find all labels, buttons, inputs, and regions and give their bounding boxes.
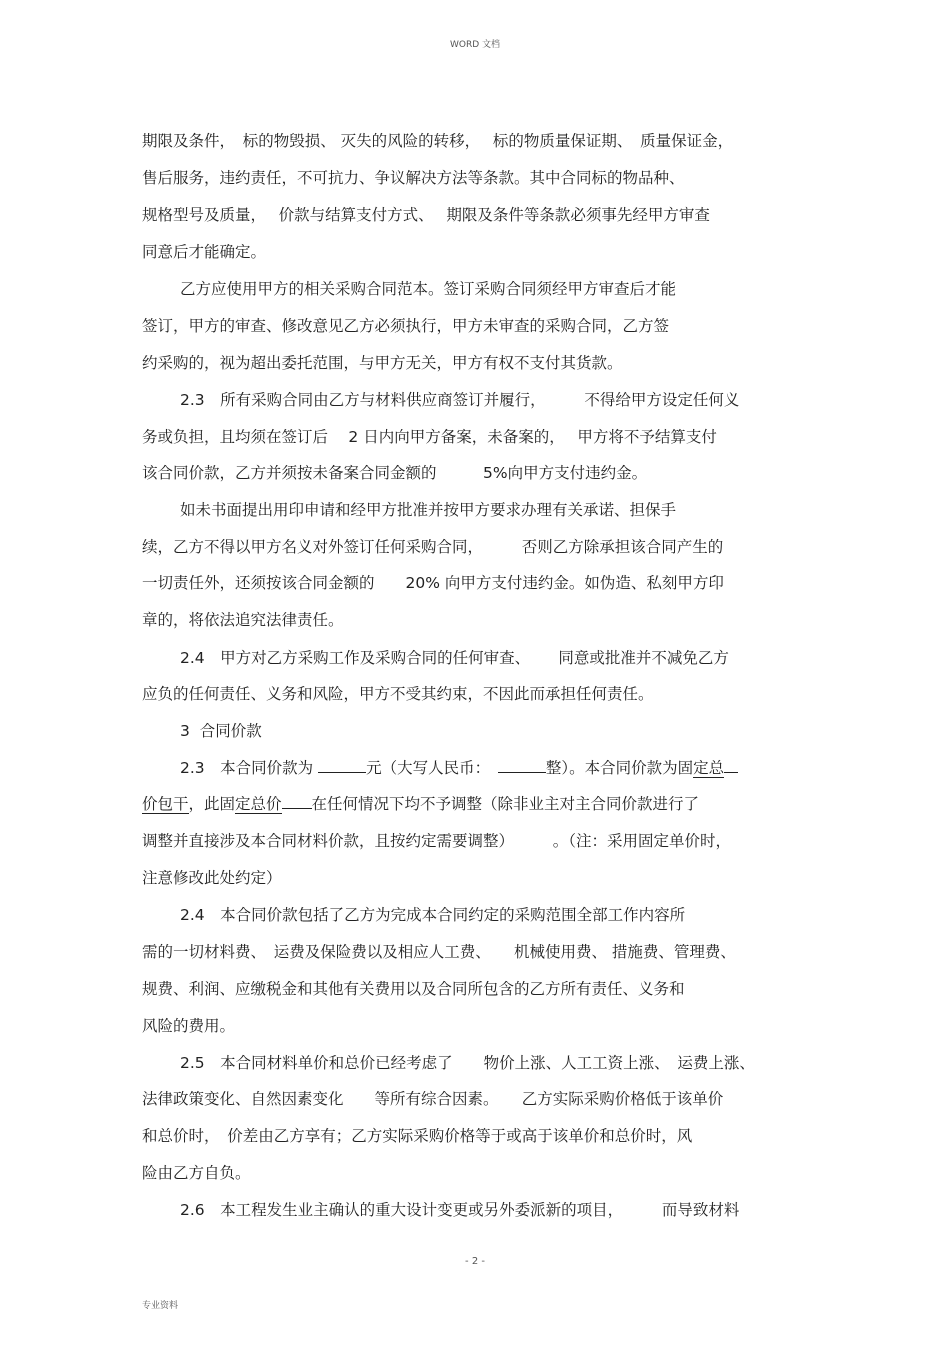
text-line: 法律政策变化、自然因素变化 等所有综合因素。 乙方实际采购价格低于该单价: [142, 1090, 724, 1108]
underlined-text: 价包干: [142, 795, 189, 813]
text-line: 章的，将依法追究法律责任。: [142, 611, 344, 629]
text-line: 需的一切材料费、 运费及保险费以及相应人工费、 机械使用费、 措施费、管理费、: [142, 943, 736, 961]
price-suffix: 整）。本合同价款为固: [545, 759, 694, 777]
clause-2-5-line: 2.5 本合同材料单价和总价已经考虑了 物价上涨、人工工资上涨、 运费上涨、: [180, 1054, 755, 1072]
text-line: 风险的费用。: [142, 1017, 236, 1035]
text-line: 和总价时， 价差由乙方享有；乙方实际采购价格等于或高于该单价和总价时，风: [142, 1127, 693, 1145]
underline-blank: [282, 808, 312, 809]
price-clause-line-2: [142, 794, 699, 814]
price-text: 在任何情况下均不予调整（除非业主对主合同价款进行了: [311, 795, 700, 813]
text-line: 如未书面提出用印申请和经甲方批准并按甲方要求办理有关承诺、担保手: [180, 501, 677, 519]
text-line: 该合同价款，乙方并须按未备案合同金额的 5%向甲方支付违约金。: [142, 464, 648, 482]
page-header: WORD 文档: [449, 40, 501, 50]
text-line: 签订，甲方的审查、修改意见乙方必须执行，甲方未审查的采购合同，乙方签: [142, 317, 670, 335]
section-heading-3: 3 合同价款: [180, 722, 262, 740]
text-line: 注意修改此处约定）: [142, 869, 282, 887]
text-line: 售后服务，违约责任，不可抗力、争议解决方法等条款。其中合同标的物品种、: [142, 169, 685, 187]
price-text: ，此固: [188, 795, 236, 813]
amount-words-blank: [498, 772, 546, 773]
text-line: 同意后才能确定。: [142, 243, 267, 261]
text-line: 险由乙方自负。: [142, 1164, 251, 1182]
underlined-text: 定总: [693, 759, 725, 777]
text-line: 期限及条件， 标的物毁损、 灭失的风险的转移， 标的物质量保证期、 质量保证金，: [142, 132, 734, 150]
text-line: 调整并直接涉及本合同材料价款，且按约定需要调整） 。（注：采用固定单价时，: [142, 832, 732, 850]
text-line: 规格型号及质量， 价款与结算支付方式、 期限及条件等条款必须事先经甲方审查: [142, 206, 710, 224]
text-line: 乙方应使用甲方的相关采购合同范本。签订采购合同须经甲方审查后才能: [180, 280, 677, 298]
price-clause-line: [180, 758, 738, 778]
price-mid: 元（大写人民币：: [366, 759, 498, 777]
footer-note: 专业资料: [142, 1301, 179, 1311]
amount-blank: [318, 772, 366, 773]
underlined-text: 定总价: [235, 795, 282, 813]
page-number: - 2 -: [465, 1256, 485, 1267]
clause-2-3-line: 2.3 所有采购合同由乙方与材料供应商签订并履行， 不得给甲方设定任何义: [180, 391, 740, 409]
text-line: 一切责任外，还须按该合同金额的 20% 向甲方支付违约金。如伪造、私刻甲方印: [142, 574, 724, 592]
clause-2-4b-line: 2.4 本合同价款包括了乙方为完成本合同约定的采购范围全部工作内容所: [180, 906, 686, 924]
text-line: 约采购的，视为超出委托范围，与甲方无关，甲方有权不支付其货款。: [142, 354, 623, 372]
text-line: 务或负担，且均须在签订后 2 日内向甲方备案，未备案的， 甲方将不予结算支付: [142, 428, 717, 446]
underline-tail: [724, 772, 738, 773]
text-line: 续，乙方不得以甲方名义对外签订任何采购合同， 否则乙方除承担该合同产生的: [142, 538, 724, 556]
clause-2-6-line: 2.6 本工程发生业主确认的重大设计变更或另外委派新的项目， 而导致材料: [180, 1201, 740, 1219]
text-line: 规费、利润、应缴税金和其他有关费用以及合同所包含的乙方所有责任、义务和: [142, 980, 685, 998]
text-line: 应负的任何责任、义务和风险，甲方不受其约束，不因此而承担任何责任。: [142, 685, 654, 703]
clause-2-4-line: 2.4 甲方对乙方采购工作及采购合同的任何审查、 同意或批准并不减免乙方: [180, 649, 729, 667]
price-prefix: 2.3 本合同价款为: [180, 759, 319, 777]
